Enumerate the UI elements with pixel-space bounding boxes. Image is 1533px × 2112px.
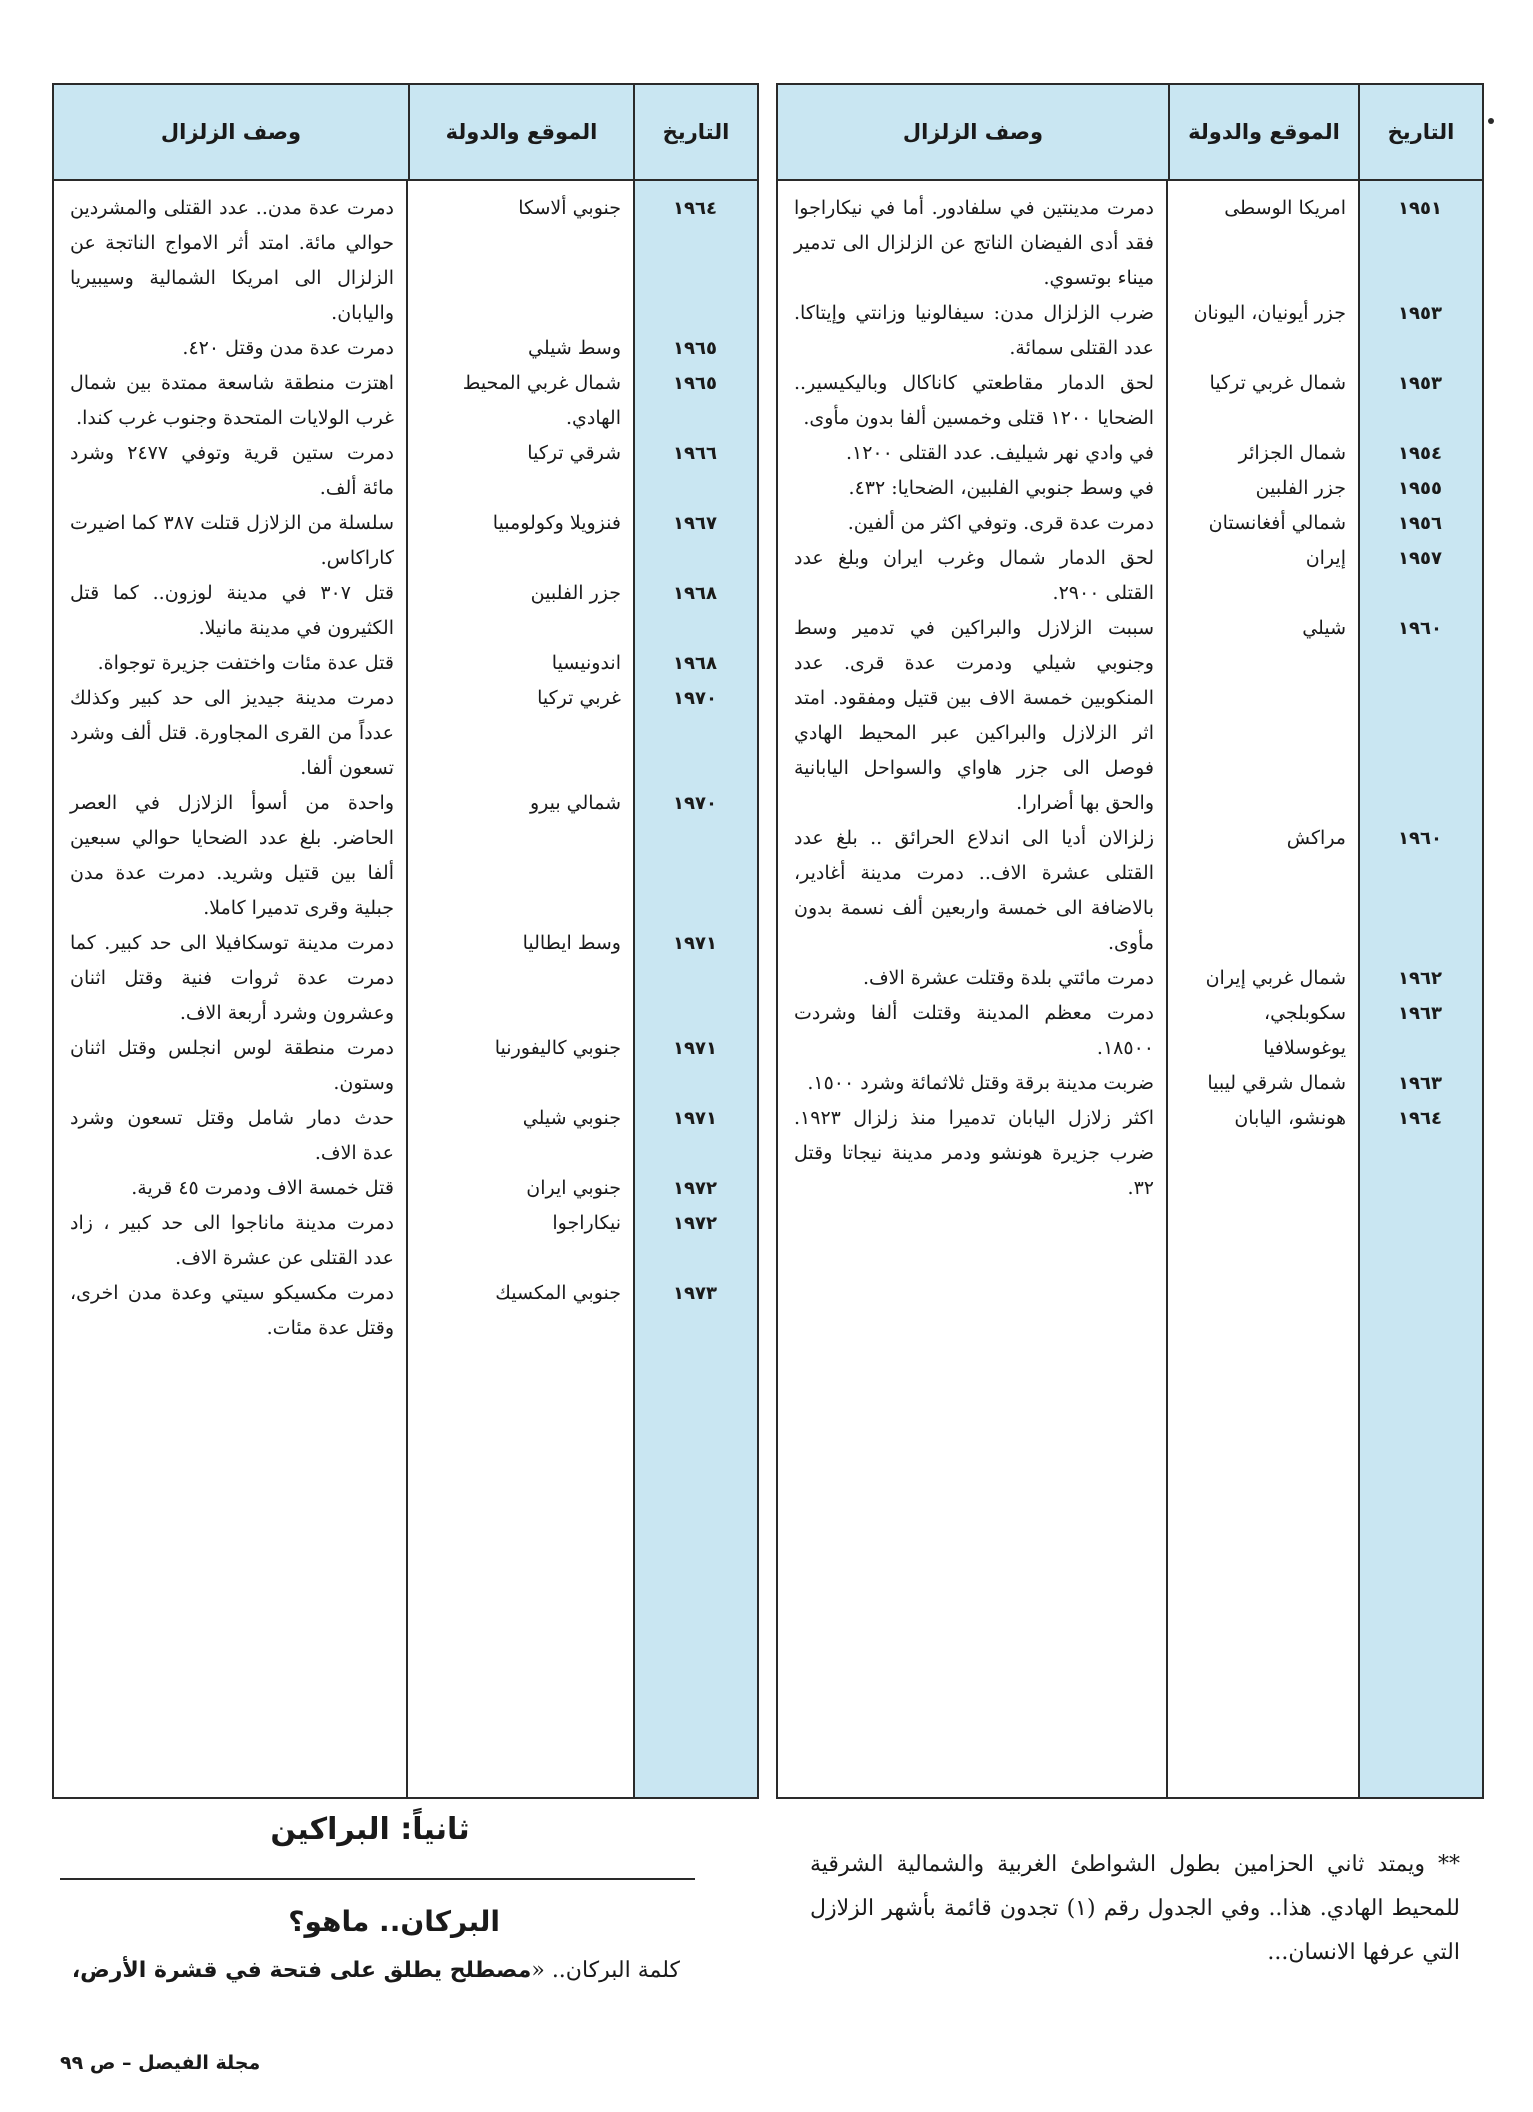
cell-date: ١٩٦٨	[673, 653, 717, 674]
cell-description: اكثر زلازل اليابان تدميرا منذ زلزال ١٩٢٣. ضرب جزيرة هونشو ودمر مدينة نيجاتا وقتل ٣٢.	[794, 1107, 1154, 1199]
table-row	[54, 681, 757, 786]
table-row	[54, 436, 757, 506]
cell-location: شمال شرقي ليبيا	[1207, 1072, 1346, 1094]
page-footer	[60, 2052, 360, 2074]
cell-date: ١٩٥٣	[1398, 373, 1442, 394]
table-row	[54, 786, 757, 926]
cell-date: ١٩٧٣	[673, 1283, 717, 1304]
header-description: وصف الزلزال	[902, 120, 1044, 144]
cell-location: شمال غربي المحيط الهادي.	[462, 372, 621, 429]
cell-date: ١٩٥١	[1398, 198, 1442, 219]
cell-location: اندونيسيا	[551, 652, 621, 674]
subheading: البركان.. ماهو؟	[288, 1905, 500, 1938]
cell-description: دمرت عدة مدن وقتل ٤٢٠.	[182, 337, 394, 359]
footer-text: مجلة الفيصل – ص ٩٩	[60, 2052, 261, 2074]
divider	[60, 1878, 695, 1880]
table-row	[54, 1276, 757, 1346]
cell-description: واحدة من أسوأ الزلازل في العصر الحاضر. بلغ عدد الضحايا حوالي سبعين ألفا بين قتيل وشريد. دمرت عدة مدن جبلية وقرى تدميرا كاملا.	[70, 792, 394, 919]
cell-location: شرقي تركيا	[527, 442, 621, 464]
cell-date: ١٩٧٢	[673, 1213, 717, 1234]
cell-description: دمرت معظم المدينة وقتلت ألفا وشردت ١٨٥٠٠.	[794, 1002, 1154, 1059]
cell-description: دمرت منطقة لوس انجلس وقتل اثنان وستون.	[70, 1037, 394, 1094]
cell-description: دمرت مدينتين في سلفادور. أما في نيكاراجوا فقد أدى الفيضان الناتج عن الزلزال الى تدمير ميناء بوتسوي.	[794, 197, 1154, 289]
table-row	[778, 296, 1482, 366]
cell-location: شمالي بيرو	[529, 792, 621, 814]
cell-description: حدث دمار شامل وقتل تسعون وشرد عدة الاف.	[70, 1107, 394, 1164]
cell-description: سلسلة من الزلازل قتلت ٣٨٧ كما اضيرت كاراكاس.	[70, 512, 394, 569]
cell-date: ١٩٥٧	[1398, 548, 1442, 569]
cell-location: جزر الفلبين	[1255, 477, 1346, 499]
cell-description: في وادي نهر شيليف. عدد القتلى ١٢٠٠.	[845, 442, 1154, 464]
cell-location: جزر أيونيان، اليونان	[1193, 302, 1346, 324]
cell-location: فنزويلا وكولومبيا	[492, 512, 621, 534]
cell-description: دمرت مكسيكو سيتي وعدة مدن اخرى، وقتل عدة مئات.	[70, 1282, 394, 1339]
cell-description: في وسط جنوبي الفلبين، الضحايا: ٤٣٢.	[848, 477, 1154, 499]
cell-description: دمرت مدينة توسكافيلا الى حد كبير. كما دمرت عدة ثروات فنية وقتل اثنان وعشرون وشرد أربعة الاف.	[70, 932, 394, 1024]
cell-description: قتل عدة مئات واختفت جزيرة توجواة.	[97, 652, 394, 674]
table-header-left	[54, 85, 757, 181]
cell-location: جنوبي ألاسكا	[518, 197, 621, 219]
definition-bold: مصطلح يطلق على فتحة في قشرة الأرض،	[71, 1958, 532, 1983]
cell-description: قتل خمسة الاف ودمرت ٤٥ قرية.	[131, 1177, 394, 1199]
table-row	[54, 1206, 757, 1276]
cell-date: ١٩٦٠	[1398, 828, 1442, 849]
cell-date: ١٩٦٥	[673, 373, 717, 394]
cell-location: وسط شيلي	[528, 337, 621, 359]
table-row	[54, 576, 757, 646]
cell-description: دمرت مدينة جيديز الى حد كبير وكذلك عدداً من القرى المجاورة. قتل ألف وشرد تسعون ألفا.	[70, 687, 394, 779]
cell-date: ١٩٦٣	[1398, 1073, 1442, 1094]
table-row	[54, 1171, 757, 1206]
cell-location: شمال غربي تركيا	[1209, 372, 1346, 394]
definition-start: كلمة البركان.. «	[531, 1958, 680, 1983]
table-row	[54, 926, 757, 1031]
header-description: وصف الزلزال	[160, 120, 302, 144]
cell-date: ١٩٦٥	[673, 338, 717, 359]
cell-location: إيران	[1305, 547, 1346, 569]
header-date: التاريخ	[633, 85, 757, 179]
table-row	[778, 821, 1482, 961]
table-row	[54, 1031, 757, 1101]
cell-date: ١٩٧١	[673, 1108, 717, 1129]
cell-location: مراكش	[1286, 827, 1346, 849]
cell-date: ١٩٦٤	[673, 198, 717, 219]
table-row	[778, 366, 1482, 436]
cell-description: ضرب الزلزال مدن: سيفالونيا وزانتي وإيتاكا. عدد القتلى سمائة.	[794, 302, 1154, 359]
table-row	[54, 646, 757, 681]
cell-date: ١٩٦٧	[673, 513, 717, 534]
table-row	[778, 611, 1482, 821]
header-location: الموقع والدولة	[408, 85, 633, 179]
cell-date: ١٩٧٢	[673, 1178, 717, 1199]
table-row	[778, 961, 1482, 996]
table-row	[54, 191, 757, 331]
table-row	[778, 1066, 1482, 1101]
cell-location: جنوبي شيلي	[522, 1107, 621, 1129]
cell-date: ١٩٥٣	[1398, 303, 1442, 324]
cell-description: ضربت مدينة برقة وقتل ثلاثمائة وشرد ١٥٠٠.	[807, 1072, 1154, 1094]
cell-description: دمرت مائتي بلدة وقتلت عشرة الاف.	[862, 967, 1154, 989]
table-body-left	[54, 181, 757, 1346]
table-row	[778, 471, 1482, 506]
table-row	[778, 996, 1482, 1066]
header-date: التاريخ	[1358, 85, 1482, 179]
header-location: الموقع والدولة	[1168, 85, 1358, 179]
cell-date: ١٩٥٤	[1398, 443, 1442, 464]
definition-text	[60, 1958, 680, 1983]
cell-location: نيكاراجوا	[552, 1212, 621, 1234]
cell-description: دمرت مدينة ماناجوا الى حد كبير ، زاد عدد القتلى عن عشرة الاف.	[70, 1212, 394, 1269]
table-row	[778, 191, 1482, 296]
cell-location: وسط ايطاليا	[522, 932, 621, 954]
corner-mark	[1488, 118, 1494, 124]
table-row	[54, 366, 757, 436]
cell-description: لحق الدمار مقاطعتي كاناكال وباليكيسير.. الضحايا ١٢٠٠ قتلى وخمسين ألفا بدون مأوى.	[794, 372, 1154, 429]
table-row	[54, 331, 757, 366]
table-row	[778, 506, 1482, 541]
table-row	[54, 1101, 757, 1171]
cell-date: ١٩٧١	[673, 1038, 717, 1059]
cell-date: ١٩٥٥	[1398, 478, 1442, 499]
cell-date: ١٩٧٠	[673, 688, 717, 709]
cell-description: دمرت عدة مدن.. عدد القتلى والمشردين حوالي مائة. امتد أثر الامواج الناتجة عن الزلزال الى امريكا الشمالية وسيبيريا واليابان.	[70, 197, 394, 324]
cell-description: قتل ٣٠٧ في مدينة لوزون.. كما قتل الكثيرون في مدينة مانيلا.	[70, 582, 394, 639]
cell-location: غربي تركيا	[537, 687, 621, 709]
cell-date: ١٩٦٣	[1398, 1003, 1442, 1024]
earthquake-table-left	[52, 83, 759, 1799]
earthquake-table-right	[776, 83, 1484, 1799]
cell-location: جزر الفلبين	[530, 582, 621, 604]
cell-location: شمال غربي إيران	[1205, 967, 1346, 989]
cell-location: شيلي	[1302, 617, 1346, 639]
table-row	[54, 506, 757, 576]
cell-location: شمال الجزائر	[1238, 442, 1346, 464]
cell-description: اهتزت منطقة شاسعة ممتدة بين شمال غرب الولايات المتحدة وجنوب غرب كندا.	[70, 372, 394, 429]
cell-location: امريكا الوسطى	[1224, 197, 1346, 219]
cell-description: سببت الزلازل والبراكين في تدمير وسط وجنوبي شيلي ودمرت عدة قرى. عدد المنكوبين خمسة الاف بين قتيل ومفقود. امتد اثر الزلازل والبراكين عبر المحيط الهادي فوصل الى جزر هاواي والسواحل اليابانية والحق بها أضرارا.	[794, 617, 1154, 814]
cell-location: جنوبي كاليفورنيا	[494, 1037, 621, 1059]
cell-date: ١٩٦٨	[673, 583, 717, 604]
cell-location: هونشو، اليابان	[1234, 1107, 1346, 1129]
cell-date: ١٩٥٦	[1398, 513, 1442, 534]
cell-description: دمرت عدة قرى. وتوفي اكثر من ألفين.	[847, 512, 1154, 534]
cell-location: جنوبي ايران	[526, 1177, 621, 1199]
section-heading: ثانياً: البراكين	[270, 1812, 470, 1847]
cell-date: ١٩٦٠	[1398, 618, 1442, 639]
cell-location: شمالي أفغانستان	[1208, 512, 1346, 534]
cell-description: زلزالان أديا الى اندلاع الحرائق .. بلغ عدد القتلى عشرة الاف.. دمرت مدينة أغادير، بالاضافة الى خمسة واربعين ألف نسمة بدون مأوى.	[794, 827, 1154, 954]
cell-date: ١٩٧١	[673, 933, 717, 954]
cell-description: دمرت ستين قرية وتوفي ٢٤٧٧ وشرد مائة ألف.	[70, 442, 394, 499]
table-row	[778, 436, 1482, 471]
table-header-right	[778, 85, 1482, 181]
cell-date: ١٩٦٢	[1398, 968, 1442, 989]
cell-date: ١٩٦٤	[1398, 1108, 1442, 1129]
cell-date: ١٩٦٦	[673, 443, 717, 464]
cell-date: ١٩٧٠	[673, 793, 717, 814]
cell-location: جنوبي المكسيك	[495, 1282, 621, 1304]
cell-description: لحق الدمار شمال وغرب ايران وبلغ عدد القتلى ٢٩٠٠.	[794, 547, 1154, 604]
intro-paragraph: ** ويمتد ثاني الحزامين بطول الشواطئ الغربية والشمالية الشرقية للمحيط الهادي. هذا.. وفي الجدول رقم (١) تجدون قائمة بأشهر الزلازل التي عرفها الانسان...	[810, 1852, 1460, 1965]
cell-location: سكوبلجي، يوغوسلافيا	[1263, 1002, 1346, 1059]
table-row	[778, 541, 1482, 611]
table-row	[778, 1101, 1482, 1206]
table-body-right	[778, 181, 1482, 1206]
